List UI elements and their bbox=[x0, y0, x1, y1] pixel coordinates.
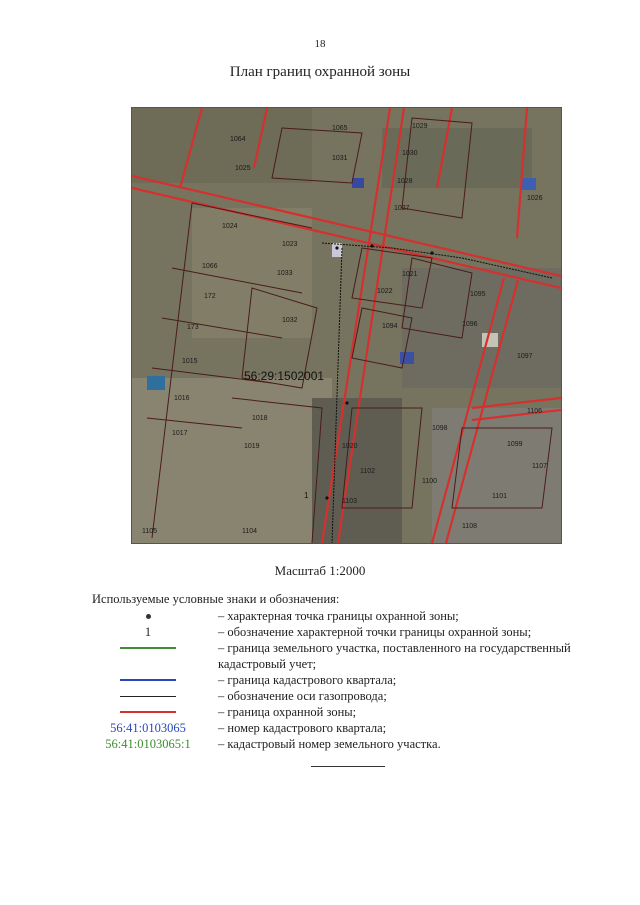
parcel-label: 1106 bbox=[527, 408, 543, 415]
parcel-label: 1025 bbox=[235, 165, 251, 172]
parcel-label: 1064 bbox=[230, 136, 246, 143]
legend-text: – граница земельного участка, поставленного на государственный кадастровый учет; bbox=[218, 641, 571, 671]
parcel-label: 1065 bbox=[332, 125, 348, 132]
legend-item bbox=[92, 672, 612, 688]
parcel-label: 1017 bbox=[172, 430, 188, 437]
parcel-label: 1028 bbox=[397, 178, 413, 185]
parcel-label: 1018 bbox=[252, 415, 268, 422]
legend-symbol-text: 1 bbox=[144, 625, 152, 639]
parcel-label: 1021 bbox=[402, 271, 418, 278]
parcel-label: 1015 bbox=[182, 358, 198, 365]
blue-line-icon bbox=[120, 679, 176, 681]
parcel-label: 1033 bbox=[277, 270, 293, 277]
parcel-label: 1066 bbox=[202, 263, 218, 270]
legend-item bbox=[92, 624, 612, 640]
parcel-label: 1098 bbox=[432, 425, 448, 432]
legend-item bbox=[92, 736, 612, 752]
quarter-label: 56:29:1502001 bbox=[244, 369, 325, 383]
parcel-label: 1029 bbox=[412, 123, 428, 130]
legend-item bbox=[92, 720, 612, 736]
parcel-label: 173 bbox=[187, 324, 199, 331]
parcel-label: 1104 bbox=[242, 528, 258, 535]
legend-symbol-text: 56:41:0103065 bbox=[110, 721, 186, 735]
point-dot-icon bbox=[146, 614, 151, 619]
parcel-label: 1095 bbox=[470, 291, 486, 298]
legend-text: – номер кадастрового квартала; bbox=[218, 721, 387, 735]
parcel-label: 1020 bbox=[342, 443, 358, 450]
legend-text: – обозначение оси газопровода; bbox=[218, 689, 387, 703]
legend-item bbox=[92, 704, 612, 720]
parcel-label: 1097 bbox=[517, 353, 533, 360]
parcel-label: 1031 bbox=[332, 155, 348, 162]
legend-text: – граница охранной зоны; bbox=[218, 705, 357, 719]
legend-text: – обозначение характерной точки границы охранной зоны; bbox=[218, 625, 532, 639]
parcel-label: 1107 bbox=[532, 463, 548, 470]
parcel-label: 1101 bbox=[492, 493, 508, 500]
document-title: План границ охранной зоны bbox=[229, 64, 411, 80]
parcel-label: 1022 bbox=[377, 288, 393, 295]
point-label: 1 bbox=[304, 491, 309, 500]
scale-label: Масштаб 1:2000 bbox=[274, 563, 366, 578]
red-line-icon bbox=[120, 711, 176, 713]
parcel-label: 1016 bbox=[174, 395, 190, 402]
legend-text: – характерная точка границы охранной зоны; bbox=[218, 609, 459, 623]
black-line-icon bbox=[120, 696, 176, 697]
green-line-icon bbox=[120, 647, 176, 649]
legend-title: Используемые условные знаки и обозначения: bbox=[92, 592, 340, 606]
cadastral-map bbox=[131, 107, 562, 544]
parcel-label: 1032 bbox=[282, 317, 298, 324]
parcel-label: 1103 bbox=[342, 498, 358, 505]
parcel-label: 1019 bbox=[244, 443, 260, 450]
legend-symbol-text: 56:41:0103065:1 bbox=[105, 737, 191, 751]
legend-text: – граница кадастрового квартала; bbox=[218, 673, 397, 687]
parcel-label: 1026 bbox=[527, 195, 543, 202]
parcel-label: 1108 bbox=[462, 523, 478, 530]
parcel-label: 1102 bbox=[360, 468, 376, 475]
parcel-label: 1105 bbox=[142, 528, 158, 535]
parcel-label: 1094 bbox=[382, 323, 398, 330]
end-divider bbox=[311, 766, 385, 767]
parcel-label: 1023 bbox=[282, 241, 298, 248]
parcel-label: 172 bbox=[204, 293, 216, 300]
legend bbox=[92, 608, 612, 752]
parcel-label: 1024 bbox=[222, 223, 238, 230]
parcel-label: 1096 bbox=[462, 321, 478, 328]
legend-item bbox=[92, 608, 612, 624]
page-number: 18 bbox=[314, 38, 326, 50]
parcel-label: 1099 bbox=[507, 441, 523, 448]
parcel-label: 1100 bbox=[422, 478, 438, 485]
legend-text: – кадастровый номер земельного участка. bbox=[218, 737, 441, 751]
parcel-label: 1027 bbox=[394, 205, 410, 212]
legend-item bbox=[92, 640, 612, 672]
map-svg bbox=[132, 108, 561, 543]
parcel-label: 1030 bbox=[402, 150, 418, 157]
legend-item bbox=[92, 688, 612, 704]
